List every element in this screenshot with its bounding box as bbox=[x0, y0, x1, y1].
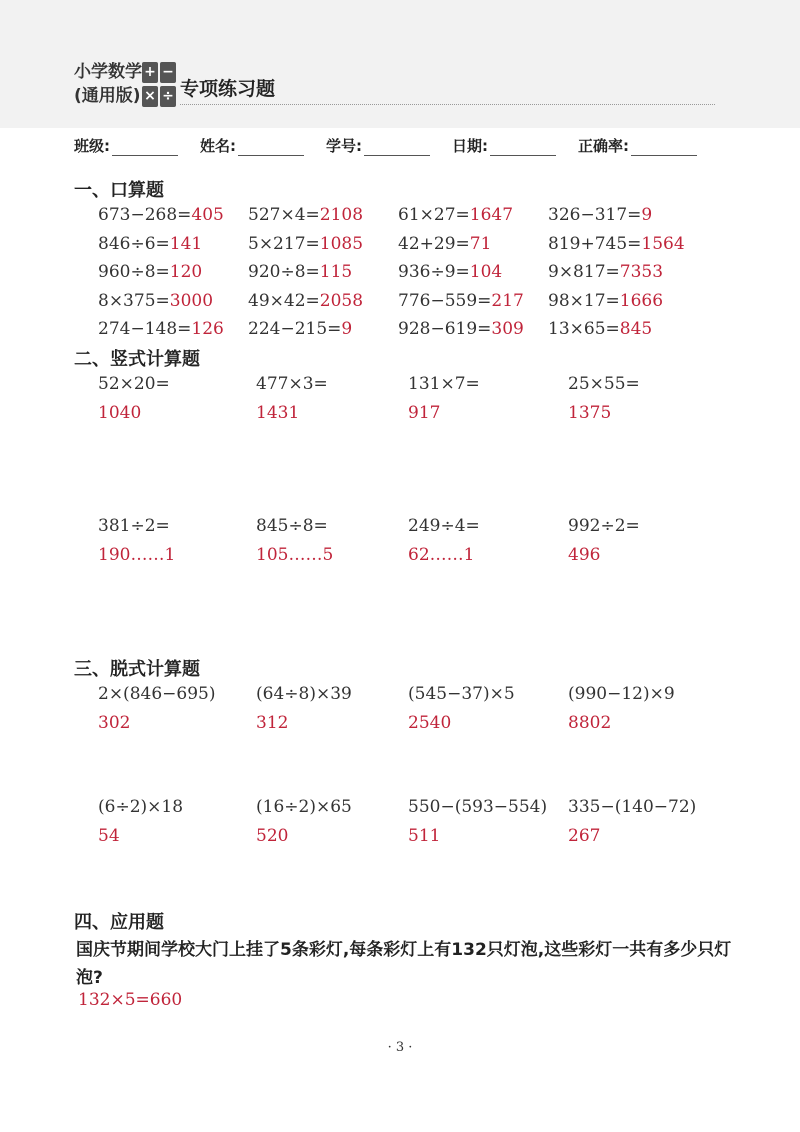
name-blank[interactable] bbox=[238, 137, 304, 156]
problem-answer: 1431 bbox=[256, 403, 300, 423]
problem-answer: 1647 bbox=[469, 205, 514, 225]
problem-question: 8×375= bbox=[98, 290, 170, 311]
problem-answer: 2108 bbox=[319, 205, 364, 225]
vertical-calc-row2 bbox=[98, 512, 738, 570]
problem-item bbox=[408, 370, 568, 428]
vertical-calc-row1 bbox=[98, 370, 738, 428]
brand-title bbox=[74, 60, 142, 108]
problem-item bbox=[98, 230, 248, 259]
problem-item bbox=[408, 793, 568, 851]
problem-answer: 520 bbox=[256, 826, 289, 846]
problem-answer: 309 bbox=[491, 319, 524, 339]
problem-answer: 511 bbox=[408, 826, 441, 846]
brand-line1: 小学数学 bbox=[74, 62, 142, 82]
section2-title: 二、竖式计算题 bbox=[74, 349, 200, 370]
problem-question: 960÷8= bbox=[98, 262, 170, 282]
problem-answer: 120 bbox=[169, 262, 203, 282]
problem-answer: 3000 bbox=[169, 290, 214, 311]
problem-item bbox=[408, 512, 568, 570]
date-field[interactable]: 日期: bbox=[452, 132, 556, 156]
problem-question: 920÷8= bbox=[248, 262, 320, 282]
problem-item bbox=[568, 370, 738, 428]
problem-question: 381÷2= bbox=[98, 516, 170, 536]
problem-item bbox=[248, 258, 398, 287]
problem-answer: 8802 bbox=[568, 713, 612, 733]
problem-item bbox=[256, 370, 408, 428]
problem-question: 819+745= bbox=[548, 233, 642, 254]
mental-math-grid bbox=[98, 201, 738, 344]
problem-answer: 9 bbox=[341, 319, 353, 339]
subject-title: 专项练习题 bbox=[180, 78, 276, 100]
problem-question: 846÷6= bbox=[98, 233, 170, 254]
header-dotted-rule bbox=[180, 104, 715, 105]
problem-answer: 496 bbox=[568, 545, 601, 565]
problem-answer: 405 bbox=[191, 205, 224, 225]
problem-item bbox=[98, 315, 248, 344]
problem-answer: 845 bbox=[619, 319, 653, 339]
problem-item bbox=[248, 201, 398, 230]
step-calc-row1 bbox=[98, 680, 738, 738]
problem-question: (545−37)×5 bbox=[408, 684, 515, 704]
problem-item bbox=[548, 258, 718, 287]
problem-item bbox=[568, 680, 738, 738]
problem-question: 49×42= bbox=[248, 290, 320, 311]
accuracy-field[interactable]: 正确率: bbox=[578, 132, 697, 156]
minus-icon: − bbox=[160, 62, 176, 83]
problem-answer: 190……1 bbox=[98, 545, 176, 565]
student-id-blank[interactable] bbox=[364, 137, 430, 156]
problem-item bbox=[256, 512, 408, 570]
problem-answer: 1085 bbox=[319, 233, 364, 254]
problem-item bbox=[248, 287, 398, 316]
problem-answer: 54 bbox=[98, 826, 120, 846]
problem-answer: 7353 bbox=[619, 262, 664, 282]
problem-question: 335−(140−72) bbox=[568, 797, 697, 817]
problem-item bbox=[568, 512, 738, 570]
word-problem-question: 国庆节期间学校大门上挂了5条彩灯,每条彩灯上有132只灯泡,这些彩灯一共有多少只灯泡? bbox=[76, 940, 732, 988]
problem-item bbox=[568, 793, 738, 851]
problem-question: (16÷2)×65 bbox=[256, 797, 352, 817]
problem-question: 928−619= bbox=[398, 319, 492, 339]
problem-answer: 312 bbox=[256, 713, 289, 733]
problem-question: 2×(846−695) bbox=[98, 684, 216, 704]
problem-item bbox=[98, 793, 256, 851]
problem-question: 9×817= bbox=[548, 262, 620, 282]
problem-item bbox=[98, 287, 248, 316]
problem-question: 42+29= bbox=[398, 233, 470, 254]
problem-answer: 105……5 bbox=[256, 545, 334, 565]
step-calc-row2 bbox=[98, 793, 738, 851]
section3-title: 三、脱式计算题 bbox=[74, 659, 200, 680]
problem-question: 326−317= bbox=[548, 205, 642, 225]
problem-item bbox=[548, 287, 718, 316]
problem-item bbox=[398, 201, 548, 230]
problem-answer: 141 bbox=[169, 233, 203, 254]
problem-answer: 1040 bbox=[98, 403, 142, 423]
page-number: · 3 · bbox=[387, 1040, 413, 1055]
problem-question: 5×217= bbox=[248, 233, 320, 254]
problem-item bbox=[398, 287, 548, 316]
student-info-row bbox=[74, 132, 734, 156]
problem-answer: 302 bbox=[98, 713, 131, 733]
problem-item bbox=[398, 315, 548, 344]
problem-question: 936÷9= bbox=[398, 262, 470, 282]
problem-answer: 62……1 bbox=[408, 545, 475, 565]
problem-item bbox=[248, 315, 398, 344]
problem-answer: 115 bbox=[319, 262, 353, 282]
problem-question: 673−268= bbox=[98, 205, 192, 225]
multiply-icon: × bbox=[142, 86, 158, 107]
problem-question: 249÷4= bbox=[408, 516, 480, 536]
problem-question: 776−559= bbox=[398, 290, 492, 311]
operator-icons bbox=[142, 62, 176, 108]
brand-line2: (通用版) bbox=[74, 86, 141, 106]
problem-answer: 2058 bbox=[319, 290, 364, 311]
problem-question: 845÷8= bbox=[256, 516, 328, 536]
problem-question: (990−12)×9 bbox=[568, 684, 675, 704]
problem-question: 13×65= bbox=[548, 319, 620, 339]
problem-answer: 1564 bbox=[641, 233, 685, 254]
problem-item bbox=[98, 258, 248, 287]
section1-title: 一、口算题 bbox=[74, 180, 164, 201]
problem-answer: 1666 bbox=[619, 290, 664, 311]
problem-question: 131×7= bbox=[408, 374, 480, 394]
name-field[interactable]: 姓名: bbox=[200, 132, 304, 156]
problem-item bbox=[398, 258, 548, 287]
problem-answer: 267 bbox=[568, 826, 601, 846]
problem-question: 274−148= bbox=[98, 319, 192, 339]
problem-answer: 126 bbox=[191, 319, 224, 339]
problem-item bbox=[548, 315, 718, 344]
problem-question: 52×20= bbox=[98, 374, 170, 394]
problem-answer: 2540 bbox=[408, 713, 452, 733]
problem-question: 61×27= bbox=[398, 205, 470, 225]
problem-answer: 71 bbox=[469, 233, 492, 254]
word-problem-answer: 132×5=660 bbox=[78, 990, 183, 1010]
problem-question: 224−215= bbox=[248, 319, 342, 339]
problem-answer: 917 bbox=[408, 403, 441, 423]
problem-answer: 1375 bbox=[568, 403, 612, 423]
class-field[interactable]: 班级: bbox=[74, 132, 178, 156]
student-id-field[interactable]: 学号: bbox=[326, 132, 430, 156]
problem-item bbox=[408, 680, 568, 738]
problem-item bbox=[248, 230, 398, 259]
problem-answer: 9 bbox=[641, 205, 653, 225]
problem-item bbox=[398, 230, 548, 259]
problem-question: 25×55= bbox=[568, 374, 640, 394]
class-blank[interactable] bbox=[112, 137, 178, 156]
problem-item bbox=[256, 680, 408, 738]
section4-title: 四、应用题 bbox=[74, 912, 164, 933]
problem-item bbox=[98, 370, 256, 428]
problem-question: (64÷8)×39 bbox=[256, 684, 352, 704]
problem-item bbox=[98, 201, 248, 230]
problem-item bbox=[256, 793, 408, 851]
problem-question: 527×4= bbox=[248, 205, 320, 225]
problem-answer: 104 bbox=[469, 262, 503, 282]
problem-question: 477×3= bbox=[256, 374, 328, 394]
problem-item bbox=[98, 680, 256, 738]
problem-item bbox=[98, 512, 256, 570]
divide-icon: ÷ bbox=[160, 86, 176, 107]
problem-question: 98×17= bbox=[548, 290, 620, 311]
problem-question: 992÷2= bbox=[568, 516, 640, 536]
accuracy-blank[interactable] bbox=[631, 137, 697, 156]
problem-question: (6÷2)×18 bbox=[98, 797, 184, 817]
problem-question: 550−(593−554) bbox=[408, 797, 548, 817]
problem-item bbox=[548, 230, 718, 259]
problem-answer: 217 bbox=[491, 290, 524, 311]
date-blank[interactable] bbox=[490, 137, 556, 156]
problem-item bbox=[548, 201, 718, 230]
plus-icon: + bbox=[142, 62, 158, 83]
